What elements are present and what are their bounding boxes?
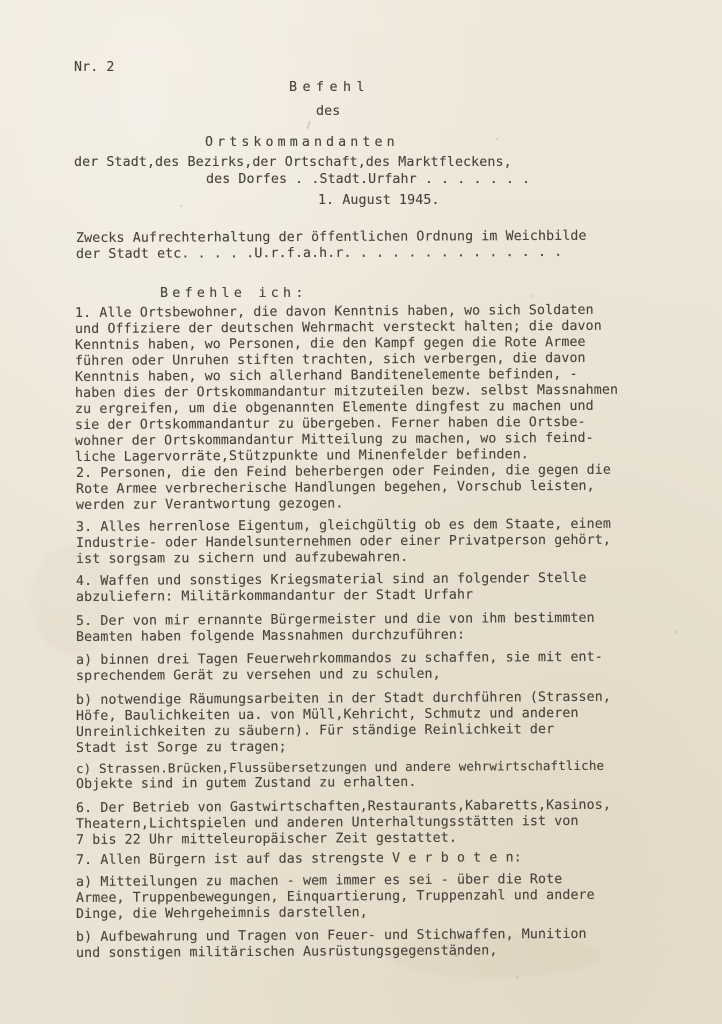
body-line: Objekte sind in gutem Zustand zu erhalten. bbox=[75, 774, 417, 792]
intro-line: der Stadt etc. . . . .U.r.f.a.h.r. . . . . . . . . . . . . . bbox=[75, 244, 563, 262]
body-line: Armee, Truppenbewegungen, Einquartierung, Truppenzahl und andere bbox=[75, 887, 595, 906]
body-line: Unreinlichkeiten zu säubern). Für ständige Reinlichkeit der bbox=[75, 722, 555, 740]
body-line: 3. Alles herrenlose Eigentum, gleichgültig ob es dem Staate, einem bbox=[75, 516, 612, 535]
body-line: sie der Ortskommandantur zu übergeben. Ferner haben die Ortsbe- bbox=[74, 414, 586, 433]
body-line: 6. Der Betrieb von Gastwirtschaften,Restaurants,Kabaretts,Kasinos, bbox=[75, 797, 612, 816]
body-line: b) notwendige Räumungsarbeiten in der Stadt durchführen (Strassen, bbox=[75, 689, 612, 708]
body-line: ist sorgsam zu sichern und aufzubewahren. bbox=[75, 549, 409, 567]
body-line: a) binnen drei Tagen Feuerwehrkommandos zu schaffen, sie mit ent- bbox=[75, 649, 603, 668]
intro-line: Zwecks Aufrechterhaltung der öffentlichen Ordnung im Weichbilde bbox=[75, 228, 587, 246]
body-line: 7. Allen Bürgern ist auf das strengste V e r b o t e n: bbox=[75, 850, 522, 868]
document-number: Nr. 2 bbox=[74, 60, 115, 75]
paper-speck bbox=[530, 295, 532, 297]
body-line: 7 bis 22 Uhr mitteleuropäischer Zeit gestattet. bbox=[75, 830, 458, 848]
body-line: Stadt ist Sorge zu tragen; bbox=[75, 739, 287, 756]
orders-heading: Befehle ich: bbox=[160, 286, 308, 301]
body-line: wohner der Ortskommandantur Mitteilung zu machen, wo sich feind- bbox=[74, 430, 594, 449]
body-line: und Offiziere der deutschen Wehrmacht versteckt halten; die davon bbox=[74, 318, 602, 337]
document-date: 1. August 1945. bbox=[318, 193, 440, 208]
body-line: 1. Alle Ortsbewohner, die davon Kenntnis haben, wo sich Soldaten bbox=[74, 302, 594, 321]
body-line: haben dies der Ortskommandantur mitzuteilen bezw. selbst Massnahmen bbox=[74, 382, 619, 401]
body-line: Höfe, Baulichkeiten ua. von Müll,Kehricht, Schmutz und anderen bbox=[75, 705, 579, 724]
body-line: 5. Der von mir ernannte Bürgermeister und die von ihm bestimmten bbox=[75, 610, 595, 629]
body-line: a) Mitteilungen zu machen - wem immer es sei - über die Rote bbox=[75, 872, 563, 890]
paper-speck bbox=[675, 631, 677, 633]
body-line: Industrie- oder Handelsunternehmen oder einer Privatperson gehört, bbox=[75, 532, 612, 551]
body-line: Theatern,Lichtspielen und anderen Unterhaltungsstätten ist von bbox=[75, 813, 579, 832]
document-title: Befehl bbox=[289, 80, 371, 95]
body-line: werden zur Verantwortung gezogen. bbox=[75, 496, 344, 513]
body-line: liche Lagervorräte,Stützpunkte und Minenfelder befinden. bbox=[74, 447, 529, 465]
body-line: Kenntnis haben, wo sich allerhand Banditenelemente befinden, - bbox=[74, 366, 578, 385]
paper-speck bbox=[180, 205, 182, 207]
paper-speck bbox=[515, 975, 519, 979]
body-line: Dinge, die Wehrgeheimnis darstellen, bbox=[75, 905, 368, 922]
body-line: b) Aufbewahrung und Tragen von Feuer- und Stichwaffen, Munition bbox=[75, 926, 587, 945]
body-line: und sonstigen militärischen Ausrüstungsgegenständen, bbox=[75, 943, 498, 961]
body-line: sprechendem Gerät zu versehen und zu schulen, bbox=[75, 666, 441, 684]
body-line: zu ergreifen, um die obgenannten Elemente dingfest zu machen und bbox=[74, 398, 594, 417]
jurisdiction-line: der Stadt,des Bezirks,der Ortschaft,des Marktfleckens, bbox=[74, 155, 512, 170]
paper-speck bbox=[496, 138, 498, 140]
body-line: 4. Waffen und sonstiges Kriegsmaterial sind an folgender Stelle bbox=[75, 570, 587, 589]
body-line: Kenntnis haben, wo Personen, die den Kampf gegen die Rote Armee bbox=[74, 334, 586, 353]
body-line: führen oder Unruhen stiften trachten, sich verbergen, die davon bbox=[74, 350, 586, 369]
document-title-connector: des bbox=[316, 104, 341, 119]
body-line: 2. Personen, die den Feind beherbergen oder Feinden, die gegen die bbox=[75, 462, 612, 481]
body-line: abzuliefern: Militärkommandantur der Stadt Urfahr bbox=[75, 587, 474, 605]
body-line: Beamten haben folgende Massnahmen durchzuführen: bbox=[75, 627, 466, 645]
body-line: Rote Armee verbrecherische Handlungen begehen, Vorschub leisten, bbox=[75, 478, 595, 497]
paper-speck bbox=[455, 954, 458, 957]
issuing-authority-title: Ortskommandanten bbox=[205, 135, 399, 150]
body-line: c) Strassen.Brücken,Flussübersetzungen und andere wehrwirtschaftliche bbox=[75, 757, 605, 776]
jurisdiction-line: des Dorfes . .Stadt.Urfahr . . . . . . . bbox=[206, 172, 531, 187]
ink-mark bbox=[307, 121, 317, 131]
